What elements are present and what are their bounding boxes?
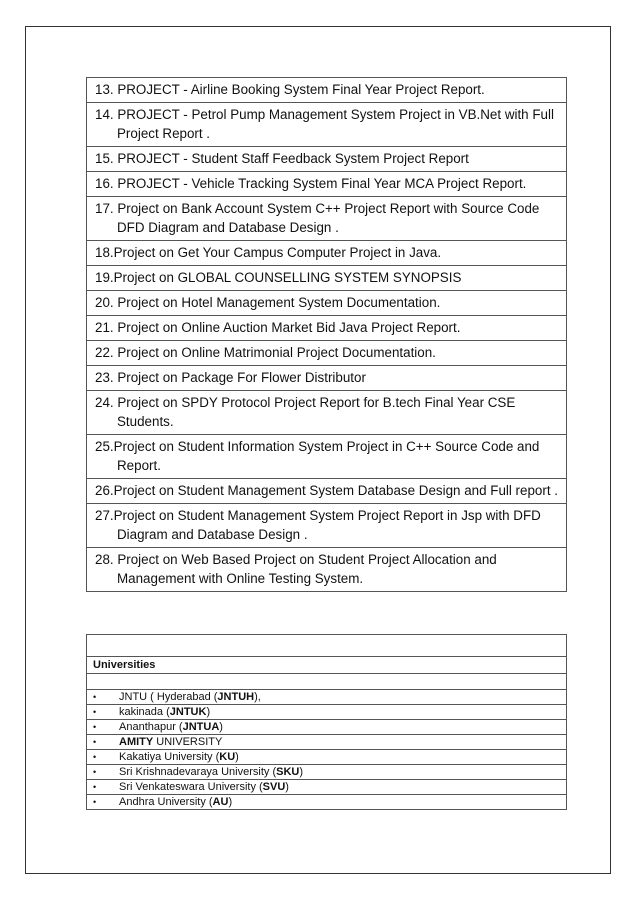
university-text: Kakatiya University ( <box>119 751 220 763</box>
project-item: 21. Project on Online Auction Market Bid Java Project Report. <box>95 320 461 335</box>
project-item: 27.Project on Student Management System Project Report in Jsp with DFD Diagram and Database Design . <box>95 508 541 542</box>
table-row <box>87 341 567 366</box>
bullet-icon: • <box>93 707 97 717</box>
list-item <box>87 705 567 720</box>
list-item <box>87 795 567 810</box>
project-item: 25.Project on Student Information System Project in C++ Source Code and Report. <box>95 439 540 473</box>
university-text: UNIVERSITY <box>153 736 223 748</box>
project-item: 28. Project on Web Based Project on Student Project Allocation and Management with Online Testing System. <box>95 552 497 586</box>
table-row <box>87 197 567 241</box>
list-item <box>87 690 567 705</box>
bullet-icon: • <box>93 752 97 762</box>
project-item: 19.Project on GLOBAL COUNSELLING SYSTEM SYNOPSIS <box>95 270 462 285</box>
table-row <box>87 391 567 435</box>
projects-table <box>86 77 567 592</box>
table-row <box>87 435 567 479</box>
university-code: AMITY <box>119 736 154 748</box>
university-code: KU <box>219 751 236 763</box>
list-item <box>87 735 567 750</box>
university-code: JNTUA <box>182 721 220 733</box>
bullet-icon: • <box>93 692 97 702</box>
table-row <box>87 103 567 147</box>
table-row <box>87 674 567 690</box>
university-text: Sri Venkateswara University ( <box>119 781 263 793</box>
university-text: ) <box>285 781 289 793</box>
university-code: AU <box>212 796 229 808</box>
list-item <box>87 765 567 780</box>
university-text: JNTU ( Hyderabad ( <box>119 691 218 703</box>
bullet-icon: • <box>93 737 97 747</box>
table-row <box>87 147 567 172</box>
universities-heading: Universities <box>93 659 156 671</box>
project-item: 24. Project on SPDY Protocol Project Report for B.tech Final Year CSE Students. <box>95 395 516 429</box>
table-row <box>87 172 567 197</box>
bullet-icon: • <box>93 782 97 792</box>
project-item: 26.Project on Student Management System Database Design and Full report . <box>95 483 558 498</box>
university-text: Andhra University ( <box>119 796 213 808</box>
bullet-icon: • <box>93 797 97 807</box>
universities-table <box>86 634 567 810</box>
table-row <box>87 78 567 103</box>
university-text: ) <box>235 751 239 763</box>
table-row <box>87 635 567 657</box>
table-row <box>87 548 567 592</box>
table-row <box>87 316 567 341</box>
table-row <box>87 479 567 504</box>
project-item: 18.Project on Get Your Campus Computer Project in Java. <box>95 245 442 260</box>
university-code: SVU <box>262 781 286 793</box>
bullet-icon: • <box>93 767 97 777</box>
university-text: Sri Krishnadevaraya University ( <box>119 766 277 778</box>
list-item <box>87 750 567 765</box>
table-row <box>87 291 567 316</box>
university-code: JNTUH <box>217 691 255 703</box>
table-row <box>87 366 567 391</box>
project-item: 15. PROJECT - Student Staff Feedback System Project Report <box>95 151 469 166</box>
university-code: JNTUK <box>169 706 207 718</box>
project-item: 14. PROJECT - Petrol Pump Management System Project in VB.Net with Full Project Report . <box>95 107 554 141</box>
project-item: 17. Project on Bank Account System C++ Project Report with Source Code DFD Diagram and Database Design . <box>95 201 540 235</box>
university-text: ), <box>254 691 261 703</box>
list-item <box>87 780 567 795</box>
university-text: ) <box>206 706 211 718</box>
university-text: kakinada ( <box>119 706 170 718</box>
table-row <box>87 657 567 674</box>
university-code: SKU <box>276 766 300 778</box>
bullet-icon: • <box>93 722 97 732</box>
university-text: ) <box>299 766 304 778</box>
list-item <box>87 720 567 735</box>
university-text: ) <box>219 721 223 733</box>
project-item: 22. Project on Online Matrimonial Project Documentation. <box>95 345 436 360</box>
university-text: Ananthapur ( <box>119 721 183 733</box>
project-item: 20. Project on Hotel Management System Documentation. <box>95 295 441 310</box>
table-row <box>87 266 567 291</box>
university-text: ) <box>228 796 233 808</box>
project-item: 16. PROJECT - Vehicle Tracking System Final Year MCA Project Report. <box>95 176 527 191</box>
project-item: 13. PROJECT - Airline Booking System Final Year Project Report. <box>95 82 485 97</box>
table-row <box>87 241 567 266</box>
table-row <box>87 504 567 548</box>
project-item: 23. Project on Package For Flower Distributor <box>95 370 366 385</box>
